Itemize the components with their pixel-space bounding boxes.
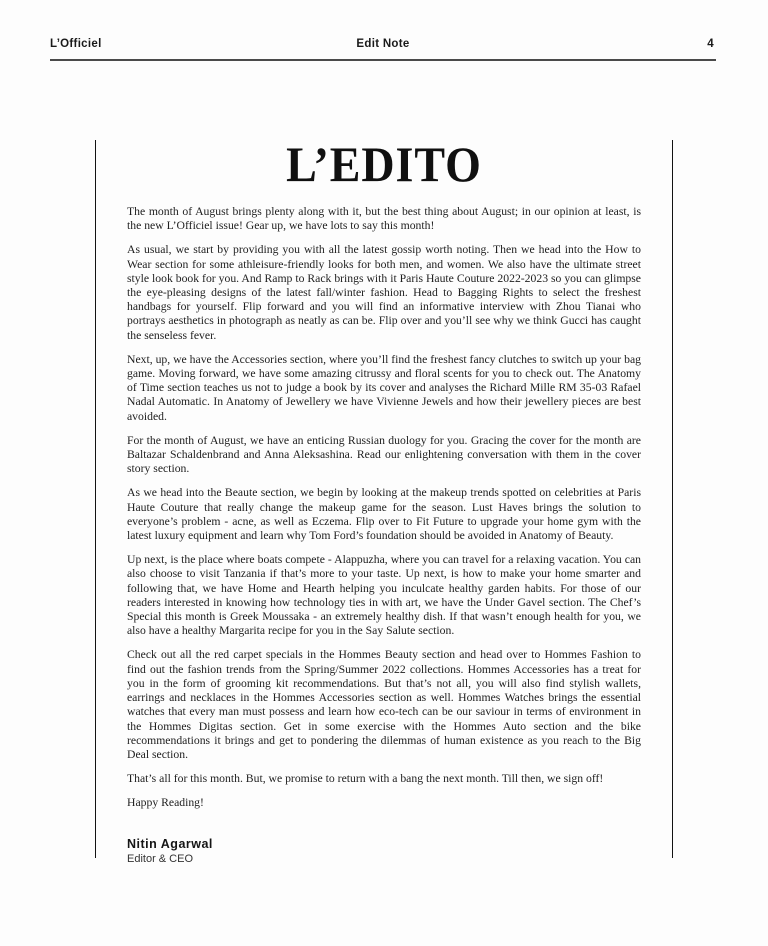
header-page-number: 4 bbox=[707, 38, 714, 50]
article-paragraph-3: Next, up, we have the Accessories section, where you’ll find the freshest fancy clutches to switch up your bag game. Moving forward, we have some amazing citrussy and floral scents for you to check out. The Anatomy of Time section teaches us not to judge a book by its cover and analyses the Richard Mille RM 35-03 Rafael Nadal Automatic. In Anatomy of Jewellery we have Vivienne Jewels and how their jewellery pieces are best avoided. bbox=[127, 352, 641, 423]
article-paragraph-7: Check out all the red carpet specials in the Hommes Beauty section and head over to Hommes Fashion to find out the fashion trends from the Spring/Summer 2022 collections. Hommes Accessories has a treat for you in the form of grooming kit recommendations. But that’s not all, you will also find stylish wallets, earrings and necklaces in the Hommes Accessories section as well. Hommes Watches brings the essential watches that every man must possess and learn how eco-tech can be our saviour in terms of environment in the Hommes Digitas section. Get in some exercise with the Hommes Auto section and the bike recommendations it brings and get to pondering the dilemmas of human existence as you reach to the Big Deal section. bbox=[127, 648, 641, 761]
signature-block bbox=[127, 837, 641, 865]
article-paragraph-6: Up next, is the place where boats compete - Alappuzha, where you can travel for a relaxing vacation. You can also choose to visit Tanzania if that’s more to your taste. Up next, is how to make your home smarter and following that, we have Home and Hearth helping you inculcate healthy garden habits. For those of our readers interested in knowing how technology ties in with art, we have the Under Gavel section. The Chef’s Special this month is Greek Moussaka - an extremely healthy dish. If that wasn’t enough health for you, we also have a healthy Margarita recipe for you in the Say Salute section. bbox=[127, 553, 641, 638]
header-section-title: Edit Note bbox=[356, 38, 410, 50]
header-rule bbox=[50, 59, 716, 61]
article-frame bbox=[95, 136, 673, 865]
article-paragraph-8: That’s all for this month. But, we promise to return with a bang the next month. Till then, we sign off! bbox=[127, 772, 604, 786]
signature-role: Editor & CEO bbox=[127, 852, 194, 865]
article-body bbox=[127, 205, 641, 811]
article-paragraph-4: For the month of August, we have an enticing Russian duology for you. Gracing the cover for the month are Baltazar Schaldenbrand and Anna Aleksashina. Read our enlightening conversation with them in the cover story section. bbox=[127, 433, 641, 476]
running-header bbox=[50, 38, 716, 54]
header-brand: L’Officiel bbox=[50, 38, 102, 50]
article-paragraph-5: As we head into the Beaute section, we begin by looking at the makeup trends spotted on celebrities at Paris Haute Couture that really change the makeup game for the season. Lust Haves brings the solution to everyone’s problem - acne, as well as Eczema. Flip over to Fit Future to upgrade your home gym with the latest luxury equipment and learn why Tom Ford’s foundation should be avoided in Anatomy of Beauty. bbox=[127, 486, 641, 543]
signature-name: Nitin Agarwal bbox=[127, 836, 213, 851]
article-paragraph-9: Happy Reading! bbox=[127, 796, 204, 810]
article-title: L’EDITO bbox=[286, 136, 482, 192]
article-paragraph-1: The month of August brings plenty along with it, but the best thing about August; in our opinion at least, is the new L’Officiel issue! Gear up, we have lots to say this month! bbox=[127, 205, 641, 233]
article-paragraph-2: As usual, we start by providing you with all the latest gossip worth noting. Then we head into the How to Wear section for some athleisure-friendly looks for both men, and women. We also have the ultimate street style look book for you. And Ramp to Rack brings with it Paris Haute Couture 2022-2023 so you can glimpse the eye-pleasing designs of the latest fall/winter fashion. Head to Bagging Rights to select the freshest handbags for yourself. Flip forward and you will find an informative interview with Zhou Tianai who portrays aesthetics in photograph as neatly as can be. Flip over and you’ll see why we think Gucci has caught the senseless fever. bbox=[127, 243, 641, 342]
